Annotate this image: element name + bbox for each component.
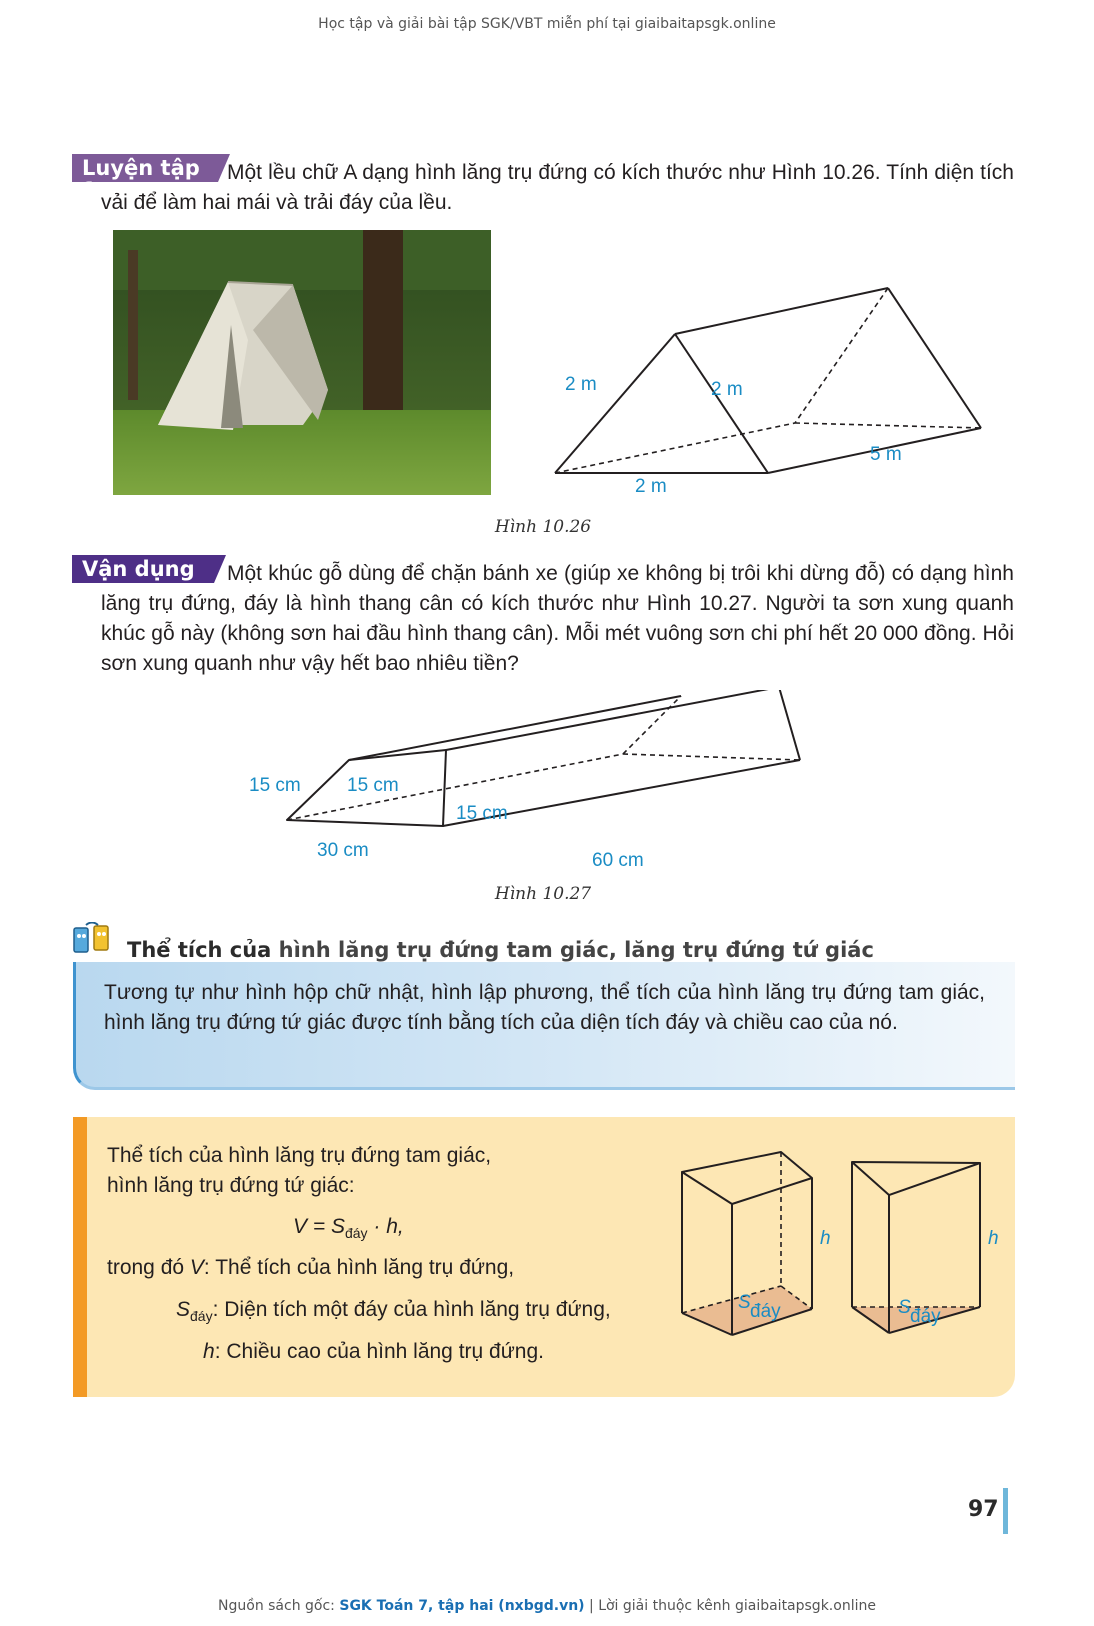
label-length: 60 cm: [592, 850, 644, 871]
prism2-s-label: S: [898, 1297, 911, 1318]
hidden-back-edge: [795, 423, 981, 428]
theory-title-part2: hình lăng trụ đứng tam giác, lăng trụ đứng tứ giác: [278, 938, 874, 962]
figure1-caption: Hình 10.26: [494, 517, 592, 537]
formula-where-h: h: Chiều cao của hình lăng trụ đứng.: [203, 1340, 544, 1363]
formula-line2: hình lăng trụ đứng tứ giác:: [107, 1174, 355, 1197]
prism2-h-label: h: [988, 1228, 999, 1249]
label-left-side: 15 cm: [249, 775, 301, 796]
theory-title-part1: Thể tích của: [127, 938, 279, 962]
prism1-s-label: S: [738, 1292, 751, 1313]
prism1-h-label: h: [820, 1228, 831, 1249]
header-note: Học tập và giải bài tập SGK/VBT miễn phí tại giaibaitapsgk.online: [318, 16, 776, 32]
apply-text: Một khúc gỗ dùng để chặn bánh xe (giúp xe không bị trôi khi dừng đỗ) có dạng hình lăng trụ đứng, đáy là hình thang cân có kích thước như Hình 10.27. Người ta sơn xung quanh khúc gỗ này (không sơn hai đầu hình thang cân). Mỗi mét vuông sơn chi phí hết 20 000 đồng. Hỏi sơn xung quanh như vậy hết bao nhiêu tiền?: [101, 562, 1014, 675]
label-left-edge: 2 m: [565, 374, 597, 395]
footer-note: [0, 1598, 1094, 1614]
label-bottom: 30 cm: [317, 840, 369, 861]
label-right-side: 15 cm: [456, 803, 508, 824]
page-number-bar: [1003, 1488, 1008, 1534]
formula-where-v: trong đó V: Thể tích của hình lăng trụ đứng,: [107, 1256, 515, 1279]
formula-expression: $V = S_{đáy} \cdot h$,: [293, 1215, 404, 1242]
theory-text: Tương tự như hình hộp chữ nhật, hình lập phương, thể tích của hình lăng trụ đứng tam giác, hình lăng trụ đứng tứ giác được tính bằng tích của diện tích đáy và chiều cao của nó.: [104, 981, 985, 1034]
footer-prefix: Nguồn sách gốc:: [218, 1598, 340, 1614]
ridge-edge: [675, 288, 888, 334]
apply-badge: Vận dụng: [72, 555, 214, 583]
page-number: 97: [968, 1497, 999, 1522]
hidden-back-left-edge: [795, 288, 888, 423]
theory-box: [73, 962, 1015, 1090]
back-right-edge: [888, 288, 981, 428]
theory-title: [127, 938, 874, 962]
practice-badge: Luyện tập 1: [72, 154, 218, 182]
formula-line1: Thể tích của hình lăng trụ đứng tam giác,: [107, 1144, 492, 1167]
label-base: 2 m: [635, 476, 667, 495]
prism1-s-sub: đáy: [750, 1301, 781, 1322]
label-top: 15 cm: [347, 775, 399, 796]
footer-suffix: | Lời giải thuộc kênh giaibaitapsgk.online: [584, 1598, 876, 1614]
figure-10-26: [540, 280, 1000, 495]
practice-text: Một lều chữ A dạng hình lăng trụ đứng có kích thước như Hình 10.26. Tính diện tích vải để làm hai mái và trải đáy của lều.: [101, 161, 1014, 214]
footer-source-link[interactable]: SGK Toán 7, tập hai (nxbgd.vn): [339, 1598, 585, 1614]
front-right-edge: [675, 334, 768, 473]
prism2-s-sub: đáy: [910, 1306, 941, 1327]
front-left-edge: [555, 334, 675, 473]
label-right-edge: 2 m: [711, 379, 743, 400]
prism-illustrations: [672, 1150, 1002, 1350]
tent-photo: [113, 230, 491, 495]
figure2-caption: Hình 10.27: [494, 884, 592, 904]
label-length: 5 m: [870, 444, 902, 465]
formula-where-s: $S_{đáy}$: Diện tích một đáy của hình lăng trụ đứng,: [176, 1298, 611, 1325]
book-mascot-icon: [72, 922, 112, 958]
figure-10-27: [235, 690, 815, 880]
